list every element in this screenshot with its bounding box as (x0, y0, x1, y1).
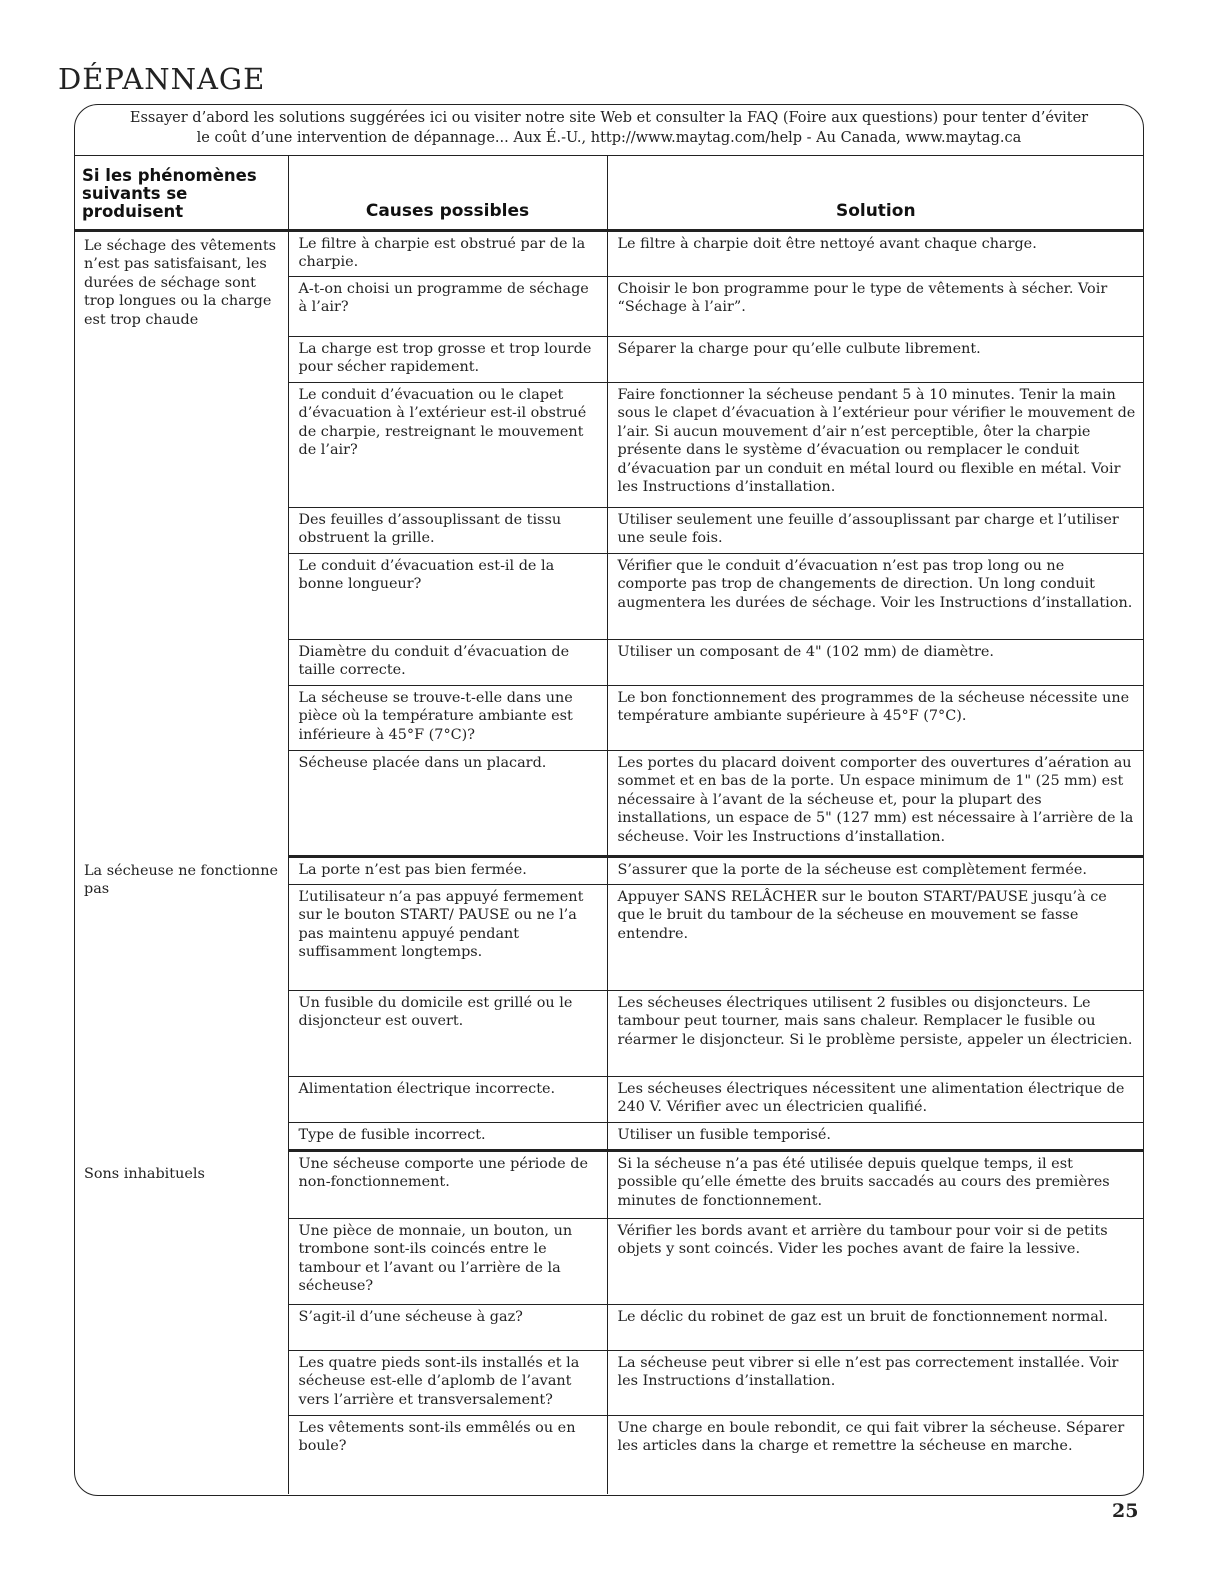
cause-cell: Diamètre du conduit d’évacuation de taille correcte. (288, 640, 607, 686)
header-cause: Causes possibles (288, 156, 607, 231)
intro-line-2: le coût d’une intervention de dépannage... Aux É.-U., http://www.maytag.com/help - Au Canada, www.maytag.ca (196, 130, 1022, 146)
symptom-cell: La sécheuse ne fonctionne pas (74, 857, 288, 1151)
header-solution: Solution (607, 156, 1144, 231)
cause-cell: Une pièce de monnaie, un bouton, un trombone sont-ils coincés entre le tambour et l’avant ou l’arrière de la sécheuse? (288, 1219, 607, 1305)
table-header-row (74, 156, 1144, 231)
cause-cell: Le filtre à charpie est obstrué par de la charpie. (288, 231, 607, 277)
table-row (74, 1151, 1144, 1219)
cause-cell: La charge est trop grosse et trop lourde pour sécher rapidement. (288, 337, 607, 383)
cause-cell: Une sécheuse comporte une période de non-fonctionnement. (288, 1151, 607, 1219)
solution-cell: La sécheuse peut vibrer si elle n’est pas correctement installée. Voir les Instructions d’installation. (607, 1351, 1144, 1416)
solution-cell: Une charge en boule rebondit, ce qui fait vibrer la sécheuse. Séparer les articles dans la charge et remettre la sécheuse en marche. (617, 1420, 1125, 1455)
cause-cell: Un fusible du domicile est grillé ou le disjoncteur est ouvert. (288, 991, 607, 1077)
intro-text (80, 108, 1138, 148)
cause-cell: S’agit-il d’une sécheuse à gaz? (288, 1305, 607, 1351)
solution-cell: Le bon fonctionnement des programmes de la sécheuse nécessite une température ambiante supérieure à 45°F (7°C). (607, 686, 1144, 751)
cause-cell: A-t-on choisi un programme de séchage à l’air? (288, 277, 607, 337)
table-row (74, 857, 1144, 885)
cause-cell: Le conduit d’évacuation ou le clapet d’évacuation à l’extérieur est-il obstrué de charpie, restreignant le mouvement de l’air? (288, 383, 607, 508)
solution-cell: S’assurer que la porte de la sécheuse est complètement fermée. (607, 857, 1144, 885)
solution-cell: Le filtre à charpie doit être nettoyé avant chaque charge. (607, 231, 1144, 277)
troubleshooting-table (74, 155, 1144, 1494)
solution-cell: Les sécheuses électriques utilisent 2 fusibles ou disjoncteurs. Le tambour peut tourner, mais sans chaleur. Remplacer le fusible ou réarmer le disjoncteur. Si le problème persiste, appeler un électricien. (607, 991, 1144, 1077)
page-title: DÉPANNAGE (58, 62, 266, 96)
cause-cell: La sécheuse se trouve-t-elle dans une pièce où la température ambiante est inférieure à 45°F (7°C)? (288, 686, 607, 751)
solution-cell: Utiliser seulement une feuille d’assouplissant par charge et l’utiliser une seule fois. (607, 508, 1144, 554)
cause-cell: La porte n’est pas bien fermée. (288, 857, 607, 885)
cause-cell: L’utilisateur n’a pas appuyé fermement sur le bouton START/ PAUSE ou ne l’a pas maintenu appuyé pendant suffisamment longtemps. (288, 885, 607, 991)
cause-cell: Les quatre pieds sont-ils installés et la sécheuse est-elle d’aplomb de l’avant vers l’arrière et transversalement? (288, 1351, 607, 1416)
table-row (74, 231, 1144, 277)
cause-cell: Sécheuse placée dans un placard. (288, 751, 607, 857)
solution-cell: Vérifier que le conduit d’évacuation n’est pas trop long ou ne comporte pas trop de changements de direction. Un long conduit augmentera les durées de séchage. Voir les Instructions d’installation. (607, 554, 1144, 640)
cause-cell: Des feuilles d’assouplissant de tissu obstruent la grille. (288, 508, 607, 554)
solution-cell: Vérifier les bords avant et arrière du tambour pour voir si de petits objets y sont coincés. Vider les poches avant de faire la lessive. (607, 1219, 1144, 1305)
solution-cell: Les sécheuses électriques nécessitent une alimentation électrique de 240 V. Vérifier avec un électricien qualifié. (607, 1077, 1144, 1123)
header-symptom: Si les phénomènes suivants se produisent (74, 156, 288, 231)
cause-cell: Type de fusible incorrect. (288, 1123, 607, 1151)
page-number: 25 (1112, 1500, 1139, 1522)
solution-cell: Si la sécheuse n’a pas été utilisée depuis quelque temps, il est possible qu’elle émette des bruits saccadés au cours des premières minutes de fonctionnement. (607, 1151, 1144, 1219)
cause-cell: Alimentation électrique incorrecte. (288, 1077, 607, 1123)
solution-cell: Appuyer SANS RELÂCHER sur le bouton START/PAUSE jusqu’à ce que le bruit du tambour de la sécheuse en mouvement se fasse entendre. (607, 885, 1144, 991)
intro-line-1: Essayer d’abord les solutions suggérées ici ou visiter notre site Web et consulter la FAQ (Foire aux questions) pour tenter d’éviter (129, 110, 1089, 126)
solution-cell: Utiliser un composant de 4" (102 mm) de diamètre. (607, 640, 1144, 686)
cause-cell: Le conduit d’évacuation est-il de la bonne longueur? (288, 554, 607, 640)
cause-cell: Les vêtements sont-ils emmêlés ou en boule? (288, 1416, 607, 1494)
solution-cell: Faire fonctionner la sécheuse pendant 5 à 10 minutes. Tenir la main sous le clapet d’évacuation à l’extérieur pour vérifier le mouvement de l’air. Si aucun mouvement d’air n’est perceptible, ôter la charpie présente dans le système d’évacuation ou remplacer le conduit d’évacuation par un conduit en métal lourd ou flexible en métal. Voir les Instructions d’installation. (607, 383, 1144, 508)
solution-cell: Les portes du placard doivent comporter des ouvertures d’aération au sommet et en bas de la porte. Un espace minimum de 1" (25 mm) est nécessaire à l’avant de la sécheuse et, pour la plupart des installations, un espace de 5" (127 mm) est nécessaire à l’arrière de la sécheuse. Voir les Instructions d’installation. (607, 751, 1144, 857)
solution-cell: Utiliser un fusible temporisé. (607, 1123, 1144, 1151)
symptom-cell: Le séchage des vêtements n’est pas satisfaisant, les durées de séchage sont trop longues ou la charge est trop chaude (74, 231, 288, 857)
solution-cell: Choisir le bon programme pour le type de vêtements à sécher. Voir “Séchage à l’air”. (607, 277, 1144, 337)
solution-cell: Séparer la charge pour qu’elle culbute librement. (607, 337, 1144, 383)
symptom-cell: Sons inhabituels (74, 1151, 288, 1494)
solution-cell: Le déclic du robinet de gaz est un bruit de fonctionnement normal. (607, 1305, 1144, 1351)
